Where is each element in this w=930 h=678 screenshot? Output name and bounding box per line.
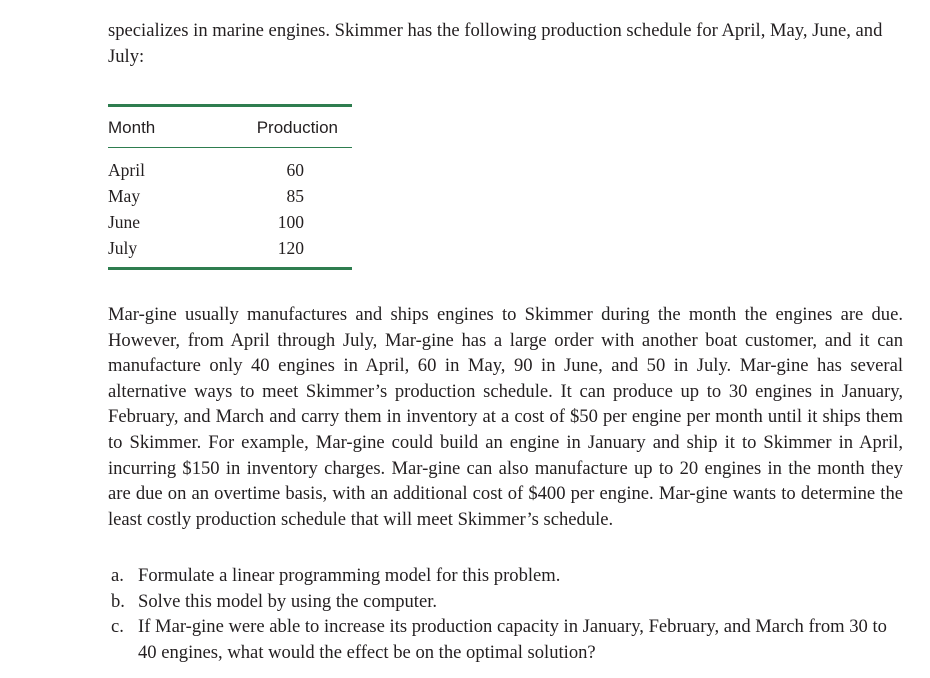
table-bottom-rule [108,267,352,270]
month-cell: July [108,238,138,258]
question-item [108,563,903,589]
table-header-row [108,107,352,147]
month-cell: May [108,186,141,206]
table-row [108,209,352,235]
question-item [108,589,903,615]
table-row [108,235,352,261]
question-text: Formulate a linear programming model for this problem. [138,565,561,586]
production-table [108,104,352,270]
question-label: b. [111,590,125,612]
question-item [108,614,903,665]
problem-paragraph: Mar-gine usually manufactures and ships engines to Skimmer during the month the engines are due. However, from April through July, Mar-gine has a large order with another boat customer, and it can manufacture only 40 engines in April, 60 in May, 90 in June, and 50 in July. Mar-gine has several alternative ways to meet Skimmer’s production schedule. It can produce up to 30 engines in January, February, and March and carry them in inventory at a cost of $50 per engine per month until it ships them to Skimmer. For example, Mar-gine could build an engine in January and ship it to Skimmer in April, incurring $150 in inventory charges. Mar-gine can also manufacture up to 20 engines in the month they are due on an overtime basis, with an additional cost of $400 per engine. Mar-gine wants to determine the least costly production schedule that will meet Skimmer’s schedule. [108,304,903,530]
question-label: a. [111,565,124,586]
month-cell: June [108,212,141,232]
question-text: Solve this model by using the computer. [138,590,438,612]
production-cell: 100 [277,212,304,232]
header-month: Month [108,118,156,137]
production-cell: 85 [286,186,304,206]
production-cell: 120 [277,238,304,258]
table-row [108,157,352,183]
question-text: If Mar-gine were able to increase its production capacity in January, February, and March from 30 to 40 engines, what would the effect be on the optimal solution? [138,616,887,663]
header-production: Production [256,118,338,137]
production-cell: 60 [286,160,304,180]
month-cell: April [108,160,145,180]
question-label: c. [111,616,124,638]
intro-paragraph: specializes in marine engines. Skimmer has the following production schedule for April, May, June, and July: [108,20,883,67]
table-row [108,183,352,209]
table-body [108,148,352,267]
question-list [108,563,903,665]
